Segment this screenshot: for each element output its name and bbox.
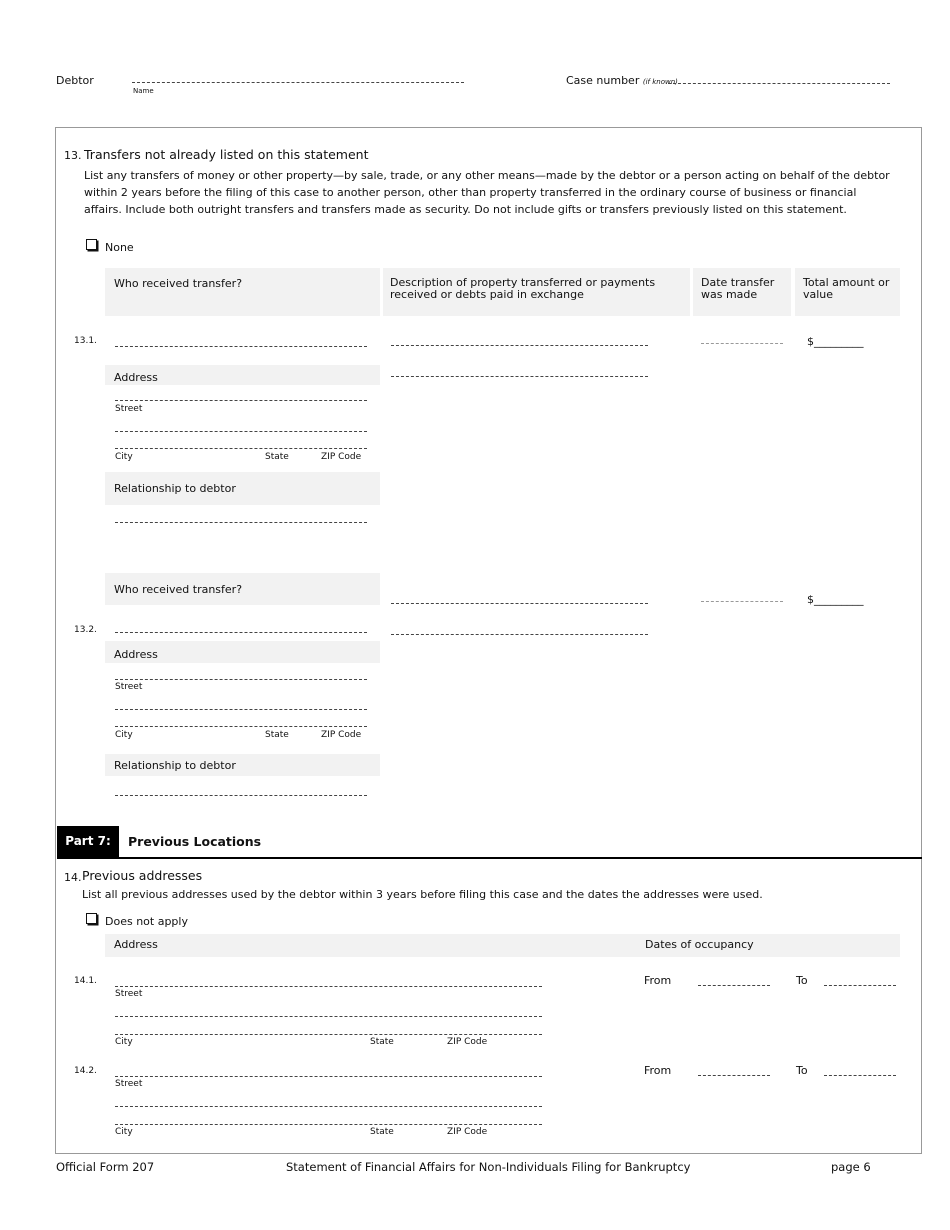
entry-14-2-street-caption: Street [115, 1079, 143, 1089]
entry-14-1-from-label: From [644, 974, 672, 987]
case-number-text: Case number [566, 74, 640, 87]
entry-13-1-street-caption: Street [115, 404, 143, 414]
col-date-header [693, 268, 791, 316]
none-label: None [105, 241, 134, 254]
entry-14-2-city-field[interactable] [115, 1124, 542, 1125]
entry-13-2-who-header [105, 573, 380, 605]
q14-number: 14. [64, 871, 82, 884]
entry-14-1-city-field[interactable] [115, 1034, 542, 1035]
name-caption: Name [133, 87, 154, 95]
entry-14-1-from-field[interactable] [698, 985, 770, 986]
entry-13-2-address-label: Address [114, 648, 158, 661]
part7-title: Previous Locations [128, 834, 262, 849]
entry-13-2-date-field[interactable] [701, 601, 783, 602]
entry-13-1-date-field[interactable] [701, 343, 783, 344]
col-description-label: Description of property transferred or payments received or debts paid in exchange [390, 276, 656, 301]
col-amount-header [795, 268, 900, 316]
entry-14-2-street2-field[interactable] [115, 1106, 542, 1107]
does-not-apply-checkbox[interactable] [86, 913, 97, 924]
entry-14-1-number: 14.1. [74, 976, 97, 986]
entry-13-2-street2-field[interactable] [115, 709, 367, 710]
entry-13-1-address-label: Address [114, 371, 158, 384]
entry-14-2-city-caption: City [115, 1127, 133, 1137]
entry-13-2-city-field[interactable] [115, 726, 367, 727]
q13-number: 13. [64, 149, 82, 162]
q14-title: Previous addresses [82, 868, 203, 883]
entry-13-1-relationship-label: Relationship to debtor [114, 482, 236, 495]
q13-instructions: List any transfers of money or other property—by sale, trade, or any other means—made by the debtor or a person acting on behalf of the debtor within 2 years before the filing of this case to another person, other than property transferred in the ordinary course of business or financial affairs. Include both outright transfers and transfers made as security. Do not include gifts or transfers previously listed on this statement. [84, 169, 890, 216]
entry-13-2-amount-field[interactable]: $_________ [807, 593, 864, 606]
col-who-label: Who received transfer? [114, 277, 243, 290]
entry-13-2-zip-caption: ZIP Code [321, 730, 362, 740]
entry-13-2-city-caption: City [115, 730, 133, 740]
none-checkbox[interactable] [86, 239, 97, 250]
entry-13-1-relationship-field[interactable] [115, 522, 367, 523]
entry-13-2-address-header [105, 641, 380, 663]
footer-page: page 6 [831, 1160, 871, 1174]
col-date-label: Date transfer was made [701, 276, 775, 301]
entry-14-1-state-caption: State [370, 1037, 394, 1047]
entry-14-1-to-field[interactable] [824, 985, 896, 986]
q14-header-bar [105, 934, 900, 957]
entry-13-2-relationship-header [105, 754, 380, 776]
entry-13-1-street2-field[interactable] [115, 431, 367, 432]
col-who-header [105, 268, 380, 316]
entry-13-2-description-field-1[interactable] [391, 603, 648, 604]
entry-13-2-street-caption: Street [115, 682, 143, 692]
footer-title: Statement of Financial Affairs for Non-Individuals Filing for Bankruptcy [286, 1160, 691, 1174]
entry-13-1-description-field-1[interactable] [391, 345, 648, 346]
part7-tag: Part 7: [57, 826, 119, 857]
col-description-header [383, 268, 690, 316]
entry-13-2-who-label: Who received transfer? [114, 583, 243, 596]
footer-form: Official Form 207 [56, 1160, 155, 1174]
entry-13-1-number: 13.1. [74, 336, 97, 346]
entry-13-2-description-field-2[interactable] [391, 634, 648, 635]
entry-14-2-number: 14.2. [74, 1066, 97, 1076]
case-number-hint: (if known) [642, 78, 678, 86]
col-amount-label: Total amount or value [803, 276, 890, 301]
entry-14-2-state-caption: State [370, 1127, 394, 1137]
entry-13-1-amount-field[interactable]: $_________ [807, 335, 864, 348]
entry-13-1-description-field-2[interactable] [391, 376, 648, 377]
part7-rule [57, 857, 922, 859]
q14-col-address: Address [114, 938, 158, 951]
entry-14-2-street-field[interactable] [115, 1076, 542, 1077]
entry-13-2-number: 13.2. [74, 625, 97, 635]
entry-14-2-to-label: To [796, 1064, 808, 1077]
entry-14-1-street-caption: Street [115, 989, 143, 999]
q14-col-dates: Dates of occupancy [645, 938, 754, 951]
does-not-apply-label: Does not apply [105, 915, 188, 928]
entry-14-1-city-caption: City [115, 1037, 133, 1047]
q14-instructions: List all previous addresses used by the debtor within 3 years before filing this case and the dates the addresses were used. [82, 888, 763, 901]
q13-title: Transfers not already listed on this statement [84, 147, 369, 162]
case-number-label [566, 74, 678, 87]
entry-13-1-state-caption: State [265, 452, 289, 462]
entry-13-1-street-field[interactable] [115, 400, 367, 401]
entry-14-2-from-label: From [644, 1064, 672, 1077]
debtor-name-field[interactable] [132, 82, 464, 83]
debtor-label: Debtor [56, 74, 94, 87]
entry-14-2-zip-caption: ZIP Code [447, 1127, 488, 1137]
entry-14-1-zip-caption: ZIP Code [447, 1037, 488, 1047]
entry-13-1-who-field[interactable] [115, 346, 367, 347]
entry-13-1-zip-caption: ZIP Code [321, 452, 362, 462]
entry-13-1-city-field[interactable] [115, 448, 367, 449]
entry-13-2-street-field[interactable] [115, 679, 367, 680]
entry-13-2-relationship-field[interactable] [115, 795, 367, 796]
entry-14-2-to-field[interactable] [824, 1075, 896, 1076]
entry-14-1-street-field[interactable] [115, 986, 542, 987]
entry-13-1-city-caption: City [115, 452, 133, 462]
entry-13-1-address-header [105, 365, 380, 385]
entry-14-1-to-label: To [796, 974, 808, 987]
entry-13-2-who-field[interactable] [115, 632, 367, 633]
entry-14-1-street2-field[interactable] [115, 1016, 542, 1017]
entry-13-2-relationship-label: Relationship to debtor [114, 759, 236, 772]
entry-13-2-state-caption: State [265, 730, 289, 740]
case-number-field[interactable] [668, 83, 890, 84]
entry-13-1-relationship-header [105, 472, 380, 505]
entry-14-2-from-field[interactable] [698, 1075, 770, 1076]
